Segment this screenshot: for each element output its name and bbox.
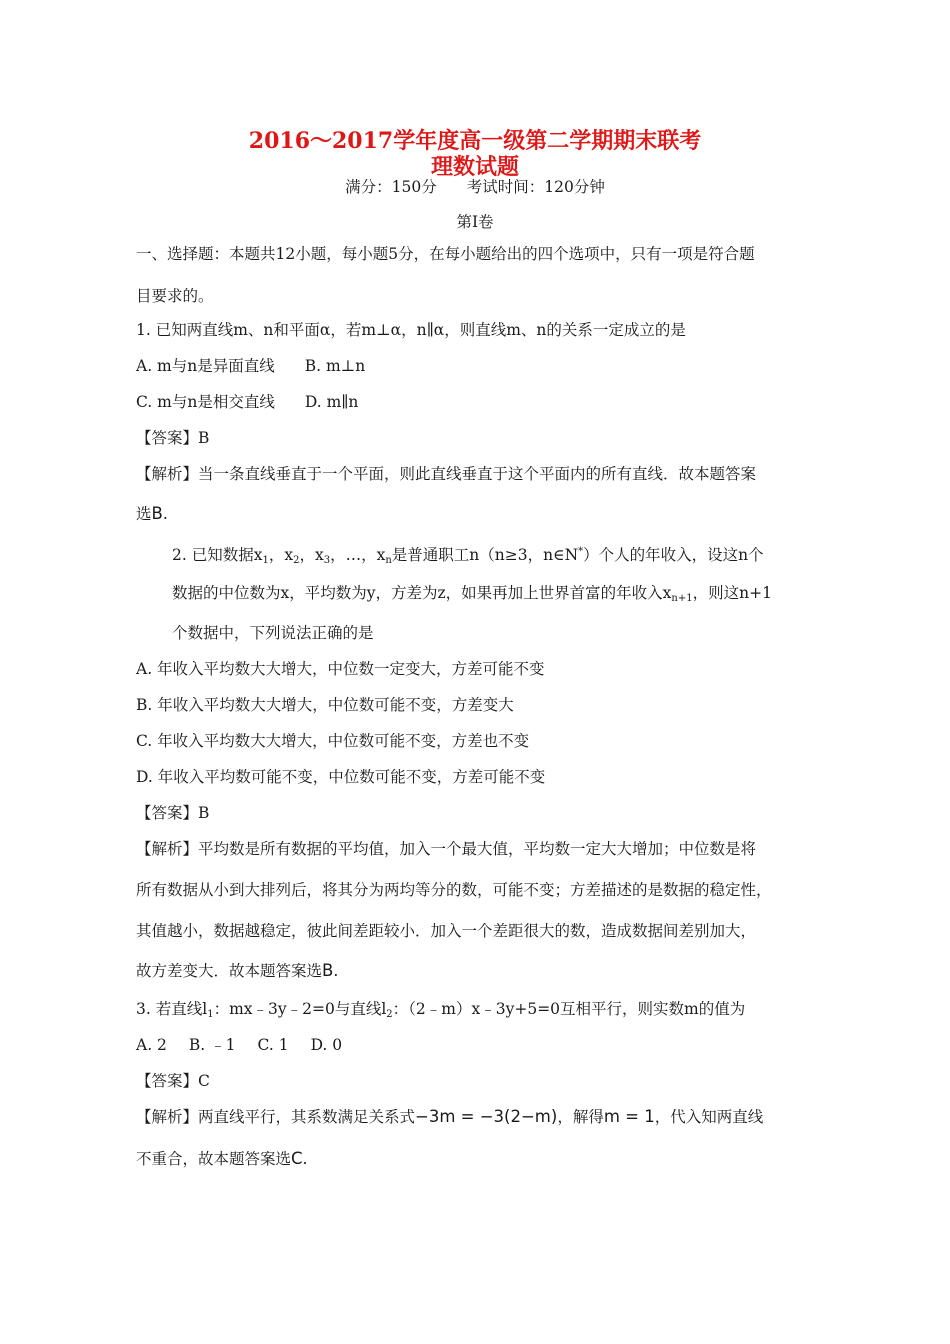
subscript: 2 [293, 555, 300, 566]
q1-options-row2 [136, 391, 358, 413]
q3-stem-part: ：（2﹣m）x﹣3y+5=0互相平行，则实数m的值为 [392, 1000, 746, 1018]
q1-analysis-end: . [162, 505, 168, 523]
q1-analysis-text: 选 [136, 505, 152, 523]
q3-option-b: B. ﹣1 [188, 1036, 236, 1054]
q2-analysis-math: B [322, 961, 334, 980]
q2-option-c: C. 年收入平均数大大增大，中位数可能不变，方差也不变 [136, 732, 530, 750]
q2-stem-line2 [172, 582, 772, 610]
q2-stem-part: ，x [299, 546, 324, 564]
subscript: 2 [386, 1009, 393, 1020]
q2-analysis-end: . [333, 962, 339, 980]
q3-analysis-text: ，解得 [557, 1108, 604, 1126]
q1-analysis-line1: 【解析】当一条直线垂直于一个平面，则此直线垂直于这个平面内的所有直线．故本题答案 [136, 465, 757, 483]
q3-analysis-line2 [136, 1148, 307, 1170]
q3-analysis-math: −3m = −3(2−m) [415, 1107, 558, 1126]
q1-analysis-math: B [151, 504, 163, 523]
q3-option-c: C. 1 [257, 1036, 289, 1054]
q3-stem-part: 3. 若直线l [136, 1000, 208, 1018]
q2-stem-part: ）个人的年收入，设这n个 [583, 546, 764, 564]
q3-analysis-text: 不重合，故本题答案选 [136, 1150, 292, 1168]
q1-answer: 【答案】B [136, 429, 210, 447]
q2-stem-part: ，x [268, 546, 294, 564]
q3-stem-part: ：mx﹣3y﹣2=0与直线l [213, 1000, 387, 1018]
q3-analysis-math: m = 1 [603, 1107, 655, 1126]
q2-stem-part: ，…，x [330, 546, 386, 564]
q2-stem-part: ，则这n+1 [692, 584, 772, 602]
q3-stem [136, 998, 745, 1026]
exam-subtitle: 理数试题 [430, 154, 519, 180]
subscript: 1 [262, 555, 269, 566]
volume-label: 第Ⅰ卷 [456, 213, 494, 231]
q3-answer: 【答案】C [136, 1072, 210, 1090]
q3-analysis-text: ，代入知两直线 [654, 1108, 764, 1126]
q2-analysis-line2: 所有数据从小到大排列后，将其分为两均等分的数，可能不变；方差描述的是数据的稳定性， [136, 881, 772, 899]
q2-option-b: B. 年收入平均数大大增大，中位数可能不变，方差变大 [136, 696, 514, 714]
subscript: n [385, 555, 392, 566]
section-instruction-line2: 目要求的。 [136, 287, 214, 305]
exam-title: 2016～2017学年度高一级第二学期期末联考 [248, 128, 702, 154]
q2-stem-part: 数据的中位数为x，平均数为y，方差为z，如果再加上世界首富的年收入x [172, 584, 672, 602]
q2-answer: 【答案】B [136, 804, 210, 822]
q3-option-d: D. 0 [310, 1036, 343, 1054]
q1-stem: 1. 已知两直线m、n和平面α，若m⊥α，n∥α，则直线m、n的关系一定成立的是 [136, 321, 686, 339]
q1-option-d: D. m∥n [304, 393, 359, 411]
exam-time: 考试时间：120分钟 [466, 178, 605, 196]
subscript: 1 [207, 1009, 214, 1020]
superscript: * [578, 546, 584, 557]
q2-stem-line3: 个数据中，下列说法正确的是 [172, 624, 374, 642]
q3-analysis-text: 【解析】两直线平行，其系数满足关系式 [136, 1108, 416, 1126]
q2-option-a: A. 年收入平均数大大增大，中位数一定变大，方差可能不变 [136, 660, 545, 678]
q2-option-d: D. 年收入平均数可能不变，中位数可能不变，方差可能不变 [136, 768, 546, 786]
subscript: n+1 [671, 593, 693, 604]
subscript: 3 [323, 555, 331, 566]
q2-analysis-text: 故方差变大．故本题答案选 [136, 962, 323, 980]
q2-stem-part: 2. 已知数据x [172, 546, 263, 564]
q2-stem-part: 是普通职工n（n≥3，n∈N [391, 546, 579, 564]
q1-option-b: B. m⊥n [304, 357, 366, 375]
q1-options-row1 [136, 355, 365, 377]
q1-option-c: C. m与n是相交直线 [136, 393, 275, 411]
q2-analysis-line3: 其值越小，数据越稳定，彼此间差距较小．加入一个差距很大的数，造成数据间差别加大， [136, 922, 757, 940]
q1-analysis-line2 [136, 503, 168, 525]
full-score: 满分：150分 [345, 178, 437, 196]
q3-analysis-end: . [302, 1150, 308, 1168]
q2-analysis-line1: 【解析】平均数是所有数据的平均值，加入一个最大值，平均数一定大大增加；中位数是将 [136, 840, 757, 858]
q3-analysis-math: C [291, 1149, 303, 1168]
q1-option-a: A. m与n是异面直线 [136, 357, 275, 375]
q3-options [136, 1034, 342, 1056]
q2-analysis-line4 [136, 960, 338, 982]
q3-analysis-line1 [136, 1106, 763, 1128]
q2-stem-line1 [172, 541, 764, 572]
q3-option-a: A. 2 [136, 1036, 167, 1054]
exam-meta [0, 176, 950, 198]
section-instruction-line1: 一、选择题：本题共12小题，每小题5分，在每小题给出的四个选项中，只有一项是符合题 [136, 245, 755, 263]
